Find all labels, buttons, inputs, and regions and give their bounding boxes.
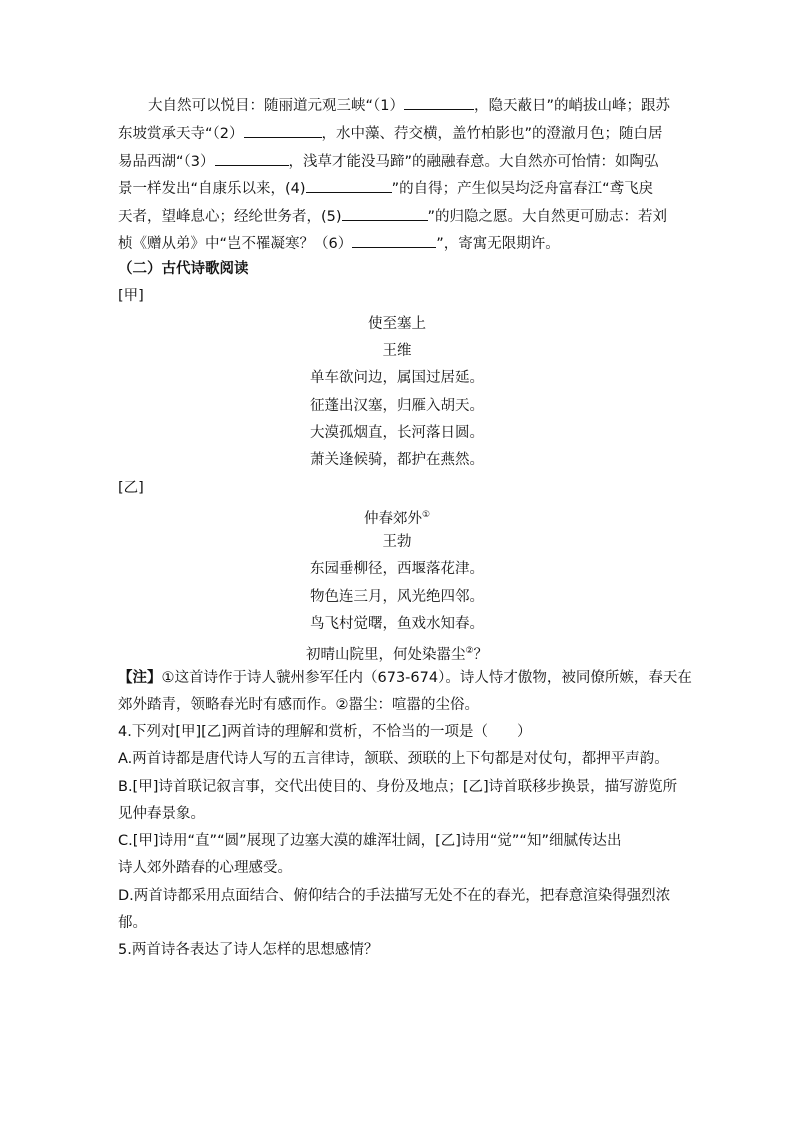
para-line-2: 东坡赏承天寺“（2） ，水中藻、荇交横，盖竹柏影也”的澄澈月色；随白居 [118,122,678,144]
poem-jia-line: 大漠孤烟直，长河落日圆。 [310,425,484,441]
option-b-cont: 见仲春景象。 [118,806,205,822]
blank-1[interactable] [404,94,474,110]
question-5-stem: 5.两首诗各表达了诗人怎样的思想感情？ [118,942,379,958]
blank-4[interactable] [306,177,392,193]
poem-yi-line: 初晴山院里，何处染嚣尘②？ [305,646,489,663]
poem-jia-line: 单车欲问边，属国过居延。 [310,370,484,386]
para-line-3: 易品西湖“（3） ，浅草才能没马蹄”的融融春意。大自然亦可怡情：如陶弘 [118,150,678,172]
poem-jia-tag: [甲] [118,288,144,304]
para-line-1: 大自然可以悦目：随丽道元观三峡“（1） ，隐天蔽日”的峭拔山峰；跟苏 [148,94,708,116]
poem-yi-tag: [乙] [118,480,144,496]
blank-6[interactable] [352,232,436,248]
note-line-2: 郊外踏青，领略春光时有感而作。②嚣尘：喧嚣的尘俗。 [118,697,479,713]
para-line-4: 景一样发出“自康乐以来，(4) ”的自得；产生似吴均泛舟富春江“鸢飞戾 [118,177,678,199]
poem-jia-author: 王维 [382,343,412,359]
option-b[interactable]: B.[甲]诗首联记叙言事，交代出使目的、身份及地点；[乙]诗首联移步换景，描写游览所 [118,779,678,795]
option-c[interactable]: C.[甲]诗用“直”“圆”展现了边塞大漠的雄浑壮阔，[乙]诗用“觉”“知”细腻传达出 [118,833,622,849]
poem-yi-line: 鸟飞村觉曙，鱼戏水知春。 [310,616,484,632]
poem-yi-line: 物色连三月，风光绝四邻。 [310,589,484,605]
blank-5[interactable] [342,205,428,221]
note-label: 【注】 [118,670,162,686]
poem-yi-line: 东园垂柳径，西堰落花津。 [310,561,484,577]
section-title: （二）古代诗歌阅读 [118,261,249,277]
option-d-cont: 郁。 [118,915,147,931]
poem-jia-line: 征蓬出汉塞，归雁入胡天。 [310,398,484,414]
blank-3[interactable] [215,150,289,166]
para-line-6: 桢《赠从弟》中“岂不罹凝寒？（6） ”，寄寓无限期许。 [118,232,678,254]
option-d[interactable]: D.两首诗都采用点面结合、俯仰结合的手法描写无处不在的春光，把春意渲染得强烈浓 [118,888,671,904]
option-a[interactable]: A.两首诗都是唐代诗人写的五言律诗，颔联、颈联的上下句都是对仗句，都押平声韵。 [118,751,669,767]
poem-yi-author: 王勃 [382,534,412,550]
footnote-marker: ② [465,646,474,656]
poem-jia-title: 使至塞上 [368,316,426,332]
note-line-1: 【注】①这首诗作于诗人虢州参军任内（673-674）。诗人恃才傲物，被同僚所嫉，春天在 [118,670,692,686]
footnote-marker: ① [421,510,431,520]
poem-jia-line: 萧关逢候骑，都护在燕然。 [310,452,484,468]
para-line-5: 天者，望峰息心；经纶世务者，(5) ”的归隐之愿。大自然更可励志：若刘 [118,205,678,227]
poem-yi-title: 仲春郊外① [363,510,431,527]
question-4-stem: 4.下列对[甲][乙]两首诗的理解和赏析，不恰当的一项是（ ） [118,724,532,740]
option-c-cont: 诗人郊外踏春的心理感受。 [118,860,292,876]
blank-2[interactable] [244,122,322,138]
